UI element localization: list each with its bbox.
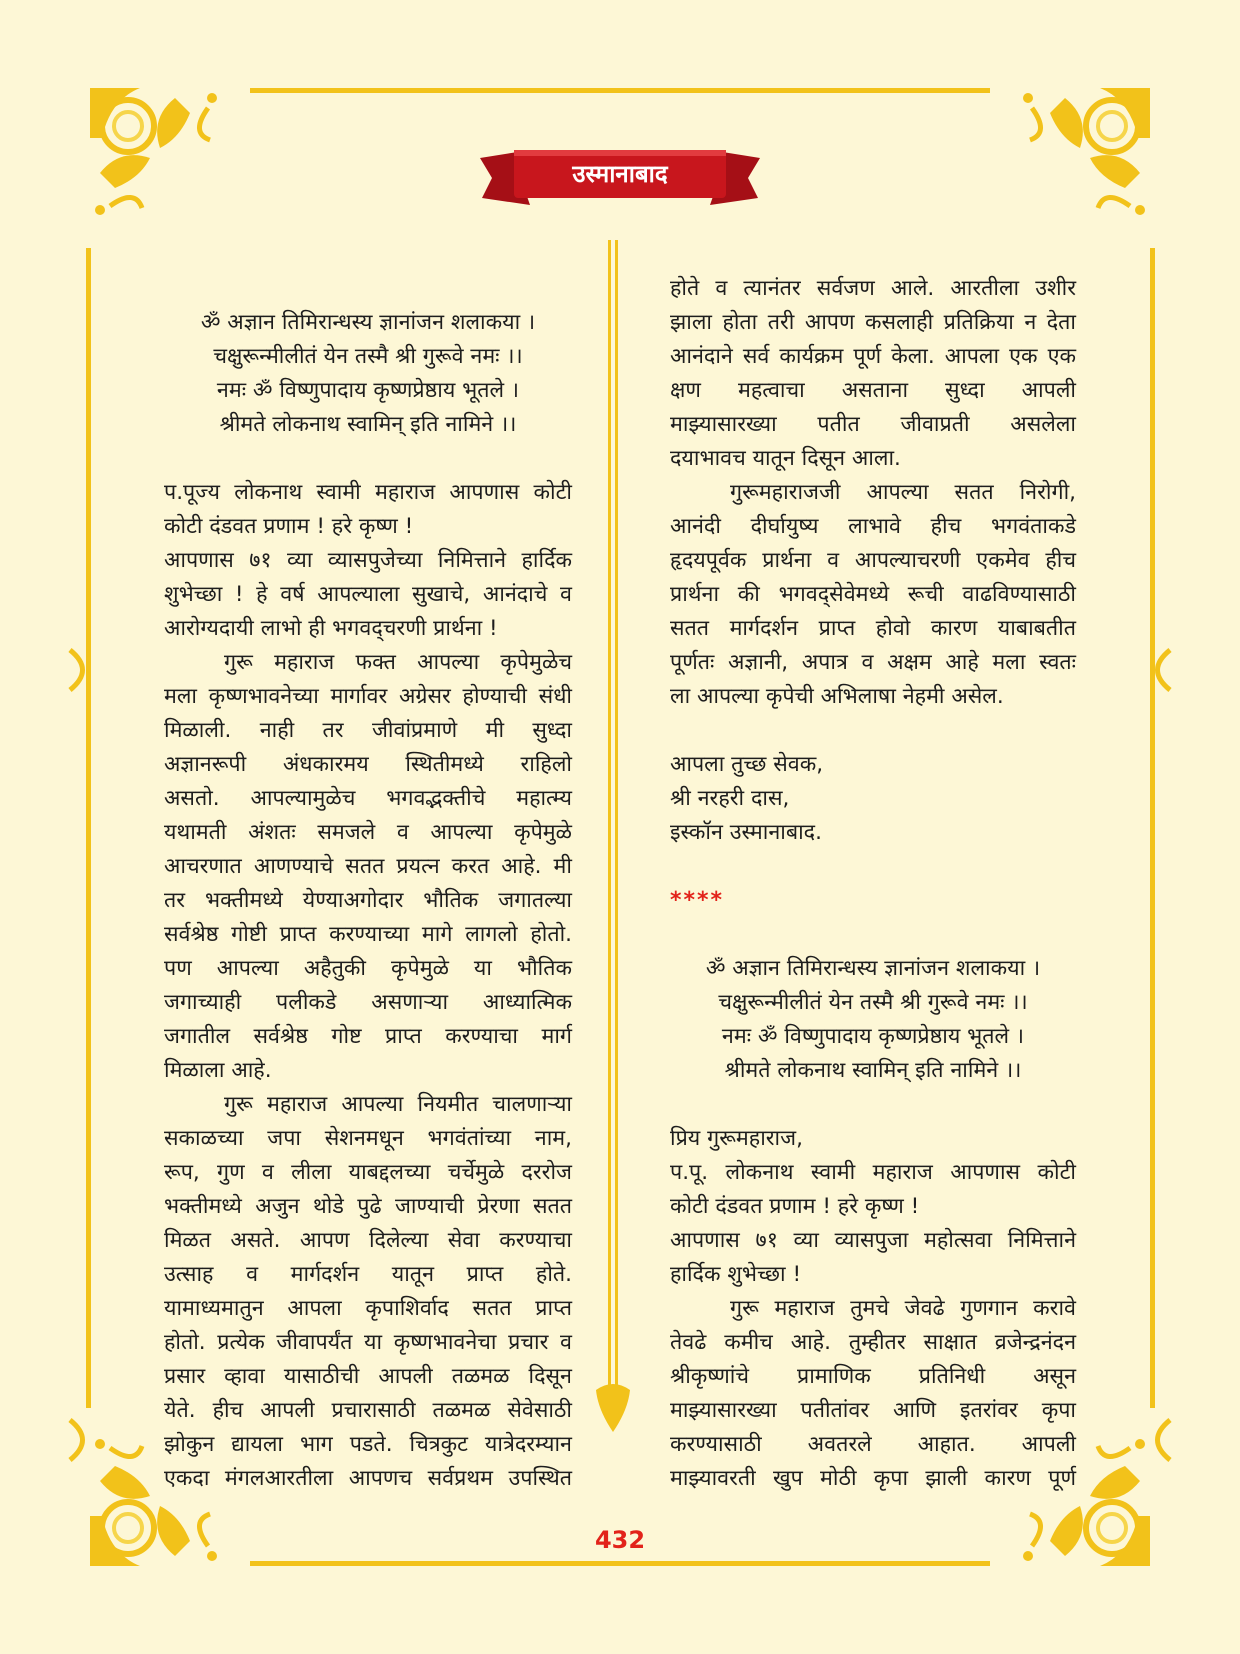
text-line: दयाभावच यातून दिसून आला. bbox=[670, 446, 901, 471]
text-line: अज्ञानरूपी अंधकारमय स्थितीमध्ये राहिलो bbox=[164, 752, 572, 777]
text-line: जगाच्याही पलीकडे असणाऱ्या आध्यात्मिक bbox=[164, 990, 572, 1015]
text-line: आनंदाने सर्व कार्यक्रम पूर्ण केला. आपला एक एक bbox=[670, 344, 1076, 369]
signature-block bbox=[670, 748, 1076, 850]
section-banner bbox=[514, 150, 726, 198]
text-line: गुरू महाराज आपल्या नियमीत चालणाऱ्या bbox=[224, 1092, 572, 1117]
text-line: उत्साह व मार्गदर्शन यातून प्राप्त होते. bbox=[164, 1262, 572, 1287]
verse-line: नमः ॐ विष्णुपादाय कृष्णप्रेष्ठाय भूतले । bbox=[721, 1024, 1025, 1049]
text-line: होते व त्यानंतर सर्वजण आले. आरतीला उशीर bbox=[670, 276, 1076, 301]
verse-line: ॐ अज्ञान तिमिरान्धस्य ज्ञानांजन शलाकया । bbox=[705, 956, 1041, 981]
text-line: प.पूज्य लोकनाथ स्वामी महाराज आपणास कोटी bbox=[164, 480, 572, 505]
text-line: सर्वश्रेष्ठ गोष्टी प्राप्त करण्याच्या मागे लागलो होतो. bbox=[164, 922, 572, 947]
text-line: तेवढे कमीच आहे. तुम्हीतर साक्षात व्रजेन्द्रनंदन bbox=[670, 1330, 1076, 1355]
text-line: माझ्यासारख्या पतीतांवर आणि इतरांवर कृपा bbox=[670, 1398, 1076, 1423]
text-line: प.पू. लोकनाथ स्वामी महाराज आपणास कोटी bbox=[670, 1160, 1076, 1185]
text-line: जगातील सर्वश्रेष्ठ गोष्ट प्राप्त करण्याचा मार्ग bbox=[164, 1024, 572, 1049]
text-line: रूप, गुण व लीला याबद्दलच्या चर्चेमुळे दररोज bbox=[164, 1160, 572, 1185]
text-line: तर भक्तीमध्ये येण्याअगोदार भौतिक जगातल्या bbox=[164, 888, 572, 913]
right-column bbox=[670, 272, 1076, 1496]
separator-stars: **** bbox=[670, 888, 725, 913]
right-body-bottom bbox=[670, 1122, 1076, 1496]
verse-line: चक्षुरून्मीलीतं येन तस्मै श्री गुरूवे नमः ।। bbox=[718, 990, 1028, 1015]
text-line: मला कृष्णभावनेच्या मार्गावर अग्रेसर होण्याची संधी bbox=[164, 684, 572, 709]
text-line: सकाळच्या जपा सेशनमधून भगवंतांच्या नाम, bbox=[164, 1126, 572, 1151]
left-column bbox=[164, 306, 572, 1496]
verse-line: ॐ अज्ञान तिमिरान्धस्य ज्ञानांजन शलाकया । bbox=[200, 310, 536, 335]
text-line: मिळाला आहे. bbox=[164, 1058, 272, 1083]
text-line: भक्तीमध्ये अजुन थोडे पुढे जाण्याची प्रेरणा सतत bbox=[164, 1194, 572, 1219]
text-line: आपणास ७१ व्या व्यासपुजेच्या निमित्ताने हार्दिक bbox=[164, 548, 572, 573]
text-line: शुभेच्छा ! हे वर्ष आपल्याला सुखाचे, आनंदाचे व bbox=[164, 582, 572, 607]
text-line: यामाध्यमातुन आपला कृपाशिर्वाद सतत प्राप्त bbox=[164, 1296, 572, 1321]
text-line: हार्दिक शुभेच्छा ! bbox=[670, 1262, 802, 1287]
text-line: गुरूमहाराजजी आपल्या सतत निरोगी, bbox=[730, 480, 1076, 505]
text-line: गुरू महाराज फक्त आपल्या कृपेमुळेच bbox=[224, 650, 572, 675]
text-line: पण आपल्या अहैतुकी कृपेमुळे या भौतिक bbox=[164, 956, 572, 981]
left-body bbox=[164, 476, 572, 1496]
text-line: सतत मार्गदर्शन प्राप्त होवो कारण याबाबतीत bbox=[670, 616, 1076, 641]
text-line: क्षण महत्वाचा असताना सुध्दा आपली bbox=[670, 378, 1076, 403]
text-line: हृदयपूर्वक प्रार्थना व आपल्याचरणी एकमेव हीच bbox=[670, 548, 1076, 573]
verse-line: श्रीमते लोकनाथ स्वामिन् इति नामिने ।। bbox=[219, 412, 517, 437]
text-line: श्रीकृष्णांचे प्रामाणिक प्रतिनिधी असून bbox=[670, 1364, 1076, 1389]
left-verse bbox=[164, 306, 572, 442]
signature-line: श्री नरहरी दास, bbox=[670, 786, 790, 811]
text-line: एकदा मंगलआरतीला आपणच सर्वप्रथम उपस्थित bbox=[164, 1466, 572, 1491]
signature-line: इस्कॉन उस्मानाबाद. bbox=[670, 820, 822, 845]
text-line: माझ्यासारख्या पतीत जीवाप्रती असलेला bbox=[670, 412, 1076, 437]
text-line: झाला होता तरी आपण कसलाही प्रतिक्रिया न देता bbox=[670, 310, 1076, 335]
text-line: ला आपल्या कृपेची अभिलाषा नेहमी असेल. bbox=[670, 684, 1004, 709]
text-line: होतो. प्रत्येक जीवापर्यंत या कृष्णभावनेचा प्रचार व bbox=[164, 1330, 572, 1355]
text-line: झोकुन द्यायला भाग पडते. चित्रकुट यात्रेदरम्यान bbox=[164, 1432, 572, 1457]
section-title: उस्मानाबाद bbox=[572, 160, 668, 188]
text-line: कोटी दंडवत प्रणाम ! हरे कृष्ण ! bbox=[670, 1194, 920, 1219]
text-line: आचरणात आणण्याचे सतत प्रयत्न करत आहे. मी bbox=[164, 854, 572, 879]
text-line: आपणास ७१ व्या व्यासपुजा महोत्सवा निमित्ताने bbox=[670, 1228, 1076, 1253]
signature-line: आपला तुच्छ सेवक, bbox=[670, 752, 824, 777]
text-line: मिळाली. नाही तर जीवांप्रमाणे मी सुध्दा bbox=[164, 718, 572, 743]
verse-line: नमः ॐ विष्णुपादाय कृष्णप्रेष्ठाय भूतले । bbox=[216, 378, 520, 403]
text-line: आरोग्यदायी लाभो ही भगवद्चरणी प्रार्थना ! bbox=[164, 616, 498, 641]
text-line: मिळत असते. आपण दिलेल्या सेवा करण्याचा bbox=[164, 1228, 572, 1253]
text-line: येते. हीच आपली प्रचारासाठी तळमळ सेवेसाठी bbox=[164, 1398, 572, 1423]
text-line: करण्यासाठी अवतरले आहात. आपली bbox=[670, 1432, 1076, 1457]
text-line: प्रिय गुरूमहाराज, bbox=[670, 1126, 803, 1151]
text-line: यथामती अंशतः समजले व आपल्या कृपेमुळे bbox=[164, 820, 572, 845]
verse-line: श्रीमते लोकनाथ स्वामिन् इति नामिने ।। bbox=[724, 1058, 1022, 1083]
right-verse bbox=[670, 952, 1076, 1088]
text-line: प्रार्थना की भगवद्सेवेमध्ये रूची वाढविण्यासाठी bbox=[670, 582, 1076, 607]
text-line: गुरू महाराज तुमचे जेवढे गुणगान करावे bbox=[730, 1296, 1076, 1321]
text-line: प्रसार व्हावा यासाठीची आपली तळमळ दिसून bbox=[164, 1364, 572, 1389]
text-line: पूर्णतः अज्ञानी, अपात्र व अक्षम आहे मला स्वतः bbox=[670, 650, 1076, 675]
right-body-top bbox=[670, 272, 1076, 714]
text-line: असतो. आपल्यामुळेच भगवद्भक्तीचे महात्म्य bbox=[164, 786, 572, 811]
page-number: 432 bbox=[594, 1526, 646, 1554]
verse-line: चक्षुरून्मीलीतं येन तस्मै श्री गुरूवे नमः ।। bbox=[213, 344, 523, 369]
text-line: कोटी दंडवत प्रणाम ! हरे कृष्ण ! bbox=[164, 514, 414, 539]
text-line: आनंदी दीर्घायुष्य लाभावे हीच भगवंताकडे bbox=[670, 514, 1076, 539]
text-line: माझ्यावरती खुप मोठी कृपा झाली कारण पूर्ण bbox=[670, 1466, 1076, 1491]
